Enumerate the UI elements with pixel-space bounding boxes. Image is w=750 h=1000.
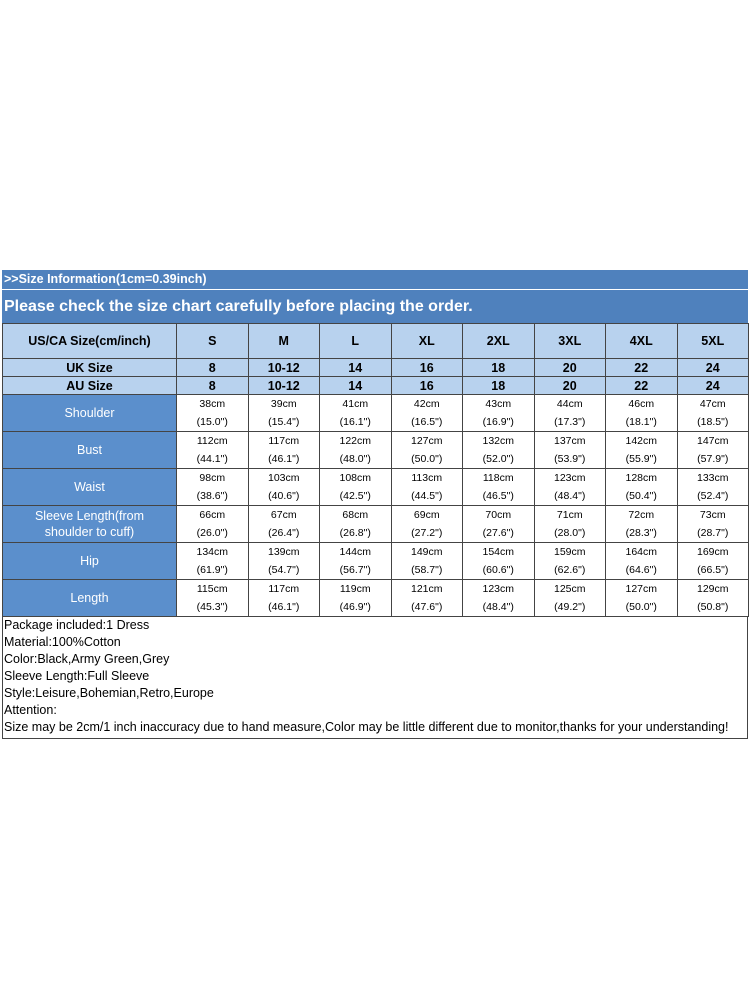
cm-value: 112cm xyxy=(196,435,228,447)
cm-value: 67cm xyxy=(270,509,297,521)
cm-value: 121cm xyxy=(410,583,443,595)
inch-value: (28.0") xyxy=(554,527,586,539)
size-cell: XL xyxy=(391,324,463,359)
inch-value: (50.8") xyxy=(697,601,729,613)
measure-cell xyxy=(463,580,535,617)
inch-value: (27.2") xyxy=(411,527,443,539)
size-cell: 5XL xyxy=(677,324,749,359)
measure-cell xyxy=(677,506,749,543)
inch-value: (61.9") xyxy=(196,564,228,576)
inch-value: (53.9") xyxy=(554,453,586,465)
measure-cell xyxy=(391,543,463,580)
row-label: AU Size xyxy=(3,377,177,395)
note-line: Package included:1 Dress xyxy=(4,618,150,632)
measure-cell xyxy=(534,506,606,543)
measure-cell xyxy=(248,543,320,580)
note-line: Material:100%Cotton xyxy=(4,635,121,649)
size-cell: L xyxy=(320,324,392,359)
cm-value: 133cm xyxy=(696,472,729,484)
inch-value: (44.5") xyxy=(411,490,443,502)
inch-value: (49.2") xyxy=(554,601,586,613)
size-cell: 16 xyxy=(391,377,463,395)
measure-cell xyxy=(391,580,463,617)
cm-value: 169cm xyxy=(696,546,729,558)
measure-cell xyxy=(391,432,463,469)
measure-cell xyxy=(177,506,249,543)
measure-cell xyxy=(320,506,392,543)
measure-cell xyxy=(463,506,535,543)
cm-value: 68cm xyxy=(342,509,369,521)
measure-cell xyxy=(248,432,320,469)
cm-value: 69cm xyxy=(413,509,440,521)
size-cell: 18 xyxy=(463,377,535,395)
measure-cell xyxy=(391,395,463,432)
cm-value: 113cm xyxy=(411,472,443,484)
inch-value: (18.1") xyxy=(625,416,657,428)
measure-cell xyxy=(534,469,606,506)
cm-value: 44cm xyxy=(556,398,583,410)
size-cell: 20 xyxy=(534,359,606,377)
cm-value: 38cm xyxy=(199,398,226,410)
measure-cell xyxy=(463,395,535,432)
measure-cell xyxy=(177,432,249,469)
inch-value: (57.9") xyxy=(697,453,729,465)
measure-cell xyxy=(606,580,678,617)
cm-value: 134cm xyxy=(196,546,228,558)
size-cell: 14 xyxy=(320,377,392,395)
cm-value: 117cm xyxy=(268,583,300,595)
inch-value: (46.5") xyxy=(482,490,514,502)
size-cell: 2XL xyxy=(463,324,535,359)
measure-cell xyxy=(463,543,535,580)
cm-value: 123cm xyxy=(553,472,586,484)
au-size-row xyxy=(3,377,749,395)
cm-value: 117cm xyxy=(268,435,300,447)
size-cell: 3XL xyxy=(534,324,606,359)
cm-value: 154cm xyxy=(482,546,514,558)
size-cell: 24 xyxy=(677,377,749,395)
cm-value: 129cm xyxy=(696,583,729,595)
us-ca-size-row xyxy=(3,324,749,359)
inch-value: (55.9") xyxy=(625,453,657,465)
measure-cell xyxy=(391,506,463,543)
measure-cell xyxy=(677,580,749,617)
inch-value: (26.0") xyxy=(196,527,228,539)
size-cell: 22 xyxy=(606,377,678,395)
instruction-banner: Please check the size chart carefully before placing the order. xyxy=(2,289,748,323)
measure-cell xyxy=(677,543,749,580)
measure-label: Waist xyxy=(3,469,177,506)
measure-cell xyxy=(606,543,678,580)
cm-value: 71cm xyxy=(556,509,583,521)
inch-value: (42.5") xyxy=(339,490,371,502)
inch-value: (18.5") xyxy=(697,416,729,428)
cm-value: 122cm xyxy=(339,435,371,447)
measure-label: Shoulder xyxy=(3,395,177,432)
measure-cell xyxy=(677,432,749,469)
inch-value: (27.6") xyxy=(482,527,514,539)
cm-value: 39cm xyxy=(270,398,297,410)
measure-cell xyxy=(177,395,249,432)
inch-value: (16.9") xyxy=(482,416,514,428)
inch-value: (28.7") xyxy=(697,527,729,539)
size-cell: 20 xyxy=(534,377,606,395)
inch-value: (50.4") xyxy=(625,490,657,502)
product-notes xyxy=(2,617,748,739)
inch-value: (48.0") xyxy=(339,453,371,465)
cm-value: 147cm xyxy=(696,435,729,447)
inch-value: (15.0") xyxy=(196,416,228,428)
inch-value: (47.6") xyxy=(411,601,443,613)
measure-cell xyxy=(534,395,606,432)
size-cell: 22 xyxy=(606,359,678,377)
inch-value: (60.6") xyxy=(482,564,514,576)
inch-value: (52.4") xyxy=(697,490,729,502)
cm-value: 159cm xyxy=(553,546,586,558)
cm-value: 46cm xyxy=(628,398,655,410)
cm-value: 98cm xyxy=(199,472,226,484)
measure-row xyxy=(3,580,749,617)
cm-value: 66cm xyxy=(199,509,226,521)
measure-cell xyxy=(177,469,249,506)
measure-cell xyxy=(320,432,392,469)
cm-value: 103cm xyxy=(267,472,300,484)
measure-row xyxy=(3,432,749,469)
cm-value: 118cm xyxy=(482,472,514,484)
measure-cell xyxy=(534,580,606,617)
cm-value: 139cm xyxy=(267,546,300,558)
note-line: Style:Leisure,Bohemian,Retro,Europe xyxy=(4,686,214,700)
measure-cell xyxy=(248,395,320,432)
size-cell: 14 xyxy=(320,359,392,377)
size-cell: 4XL xyxy=(606,324,678,359)
measure-cell xyxy=(248,506,320,543)
measure-cell xyxy=(606,395,678,432)
cm-value: 42cm xyxy=(413,398,440,410)
measure-label: Sleeve Length(from shoulder to cuff) xyxy=(3,506,177,543)
measure-cell xyxy=(606,432,678,469)
uk-size-row xyxy=(3,359,749,377)
inch-value: (54.7") xyxy=(268,564,300,576)
measure-cell xyxy=(177,543,249,580)
measure-row xyxy=(3,469,749,506)
inch-value: (46.9") xyxy=(339,601,371,613)
measure-label: Bust xyxy=(3,432,177,469)
inch-value: (46.1") xyxy=(268,453,300,465)
inch-value: (46.1") xyxy=(268,601,300,613)
inch-value: (15.4") xyxy=(268,416,300,428)
size-cell: 24 xyxy=(677,359,749,377)
measure-cell xyxy=(320,395,392,432)
inch-value: (16.5") xyxy=(411,416,443,428)
inch-value: (62.6") xyxy=(554,564,586,576)
cm-value: 127cm xyxy=(410,435,443,447)
size-cell: 8 xyxy=(177,377,249,395)
cm-value: 149cm xyxy=(410,546,443,558)
inch-value: (56.7") xyxy=(339,564,371,576)
measure-row xyxy=(3,506,749,543)
inch-value: (52.0") xyxy=(482,453,514,465)
cm-value: 123cm xyxy=(482,583,514,595)
cm-value: 47cm xyxy=(699,398,726,410)
inch-value: (48.4") xyxy=(482,601,514,613)
measure-cell xyxy=(677,469,749,506)
cm-value: 144cm xyxy=(339,546,371,558)
cm-value: 142cm xyxy=(625,435,657,447)
inch-value: (26.8") xyxy=(339,527,371,539)
inch-value: (58.7") xyxy=(411,564,443,576)
measure-cell xyxy=(463,432,535,469)
cm-value: 125cm xyxy=(553,583,586,595)
size-cell: M xyxy=(248,324,320,359)
note-line: Attention: xyxy=(4,703,57,717)
cm-value: 73cm xyxy=(699,509,726,521)
row-label: US/CA Size(cm/inch) xyxy=(3,324,177,359)
inch-value: (66.5") xyxy=(697,564,729,576)
cm-value: 41cm xyxy=(342,398,369,410)
size-cell: 16 xyxy=(391,359,463,377)
inch-value: (38.6") xyxy=(196,490,228,502)
measure-cell xyxy=(248,580,320,617)
size-table xyxy=(2,323,749,617)
row-label: UK Size xyxy=(3,359,177,377)
measure-cell xyxy=(606,469,678,506)
measure-label: Length xyxy=(3,580,177,617)
cm-value: 108cm xyxy=(339,472,371,484)
measure-cell xyxy=(320,580,392,617)
measure-cell xyxy=(463,469,535,506)
cm-value: 132cm xyxy=(482,435,514,447)
inch-value: (40.6") xyxy=(268,490,300,502)
inch-value: (44.1") xyxy=(196,453,228,465)
cm-value: 128cm xyxy=(625,472,657,484)
inch-value: (28.3") xyxy=(625,527,657,539)
note-line: Size may be 2cm/1 inch inaccuracy due to hand measure,Color may be little different due to monitor,thanks for your understanding! xyxy=(4,720,729,734)
size-cell: S xyxy=(177,324,249,359)
inch-value: (17.3") xyxy=(554,416,586,428)
measure-row xyxy=(3,395,749,432)
measure-cell xyxy=(534,543,606,580)
inch-value: (16.1") xyxy=(339,416,371,428)
measure-cell xyxy=(177,580,249,617)
measure-cell xyxy=(391,469,463,506)
size-cell: 8 xyxy=(177,359,249,377)
inch-value: (26.4") xyxy=(268,527,300,539)
measure-row xyxy=(3,543,749,580)
size-cell: 18 xyxy=(463,359,535,377)
size-chart xyxy=(2,270,748,739)
cm-value: 127cm xyxy=(625,583,657,595)
cm-value: 70cm xyxy=(485,509,512,521)
measure-cell xyxy=(248,469,320,506)
measure-cell xyxy=(606,506,678,543)
inch-value: (50.0") xyxy=(411,453,443,465)
inch-value: (48.4") xyxy=(554,490,586,502)
size-cell: 10-12 xyxy=(248,377,320,395)
measure-cell xyxy=(677,395,749,432)
size-info-banner: >>Size Information(1cm=0.39inch) xyxy=(2,270,748,289)
cm-value: 164cm xyxy=(625,546,657,558)
cm-value: 115cm xyxy=(196,583,228,595)
inch-value: (45.3") xyxy=(196,601,228,613)
cm-value: 137cm xyxy=(553,435,586,447)
measure-label: Hip xyxy=(3,543,177,580)
note-line: Sleeve Length:Full Sleeve xyxy=(4,669,150,683)
measure-cell xyxy=(534,432,606,469)
inch-value: (64.6") xyxy=(625,564,657,576)
cm-value: 43cm xyxy=(485,398,512,410)
size-cell: 10-12 xyxy=(248,359,320,377)
note-line: Color:Black,Army Green,Grey xyxy=(4,652,170,666)
cm-value: 119cm xyxy=(339,583,371,595)
inch-value: (50.0") xyxy=(625,601,657,613)
measure-cell xyxy=(320,469,392,506)
cm-value: 72cm xyxy=(628,509,655,521)
measure-cell xyxy=(320,543,392,580)
